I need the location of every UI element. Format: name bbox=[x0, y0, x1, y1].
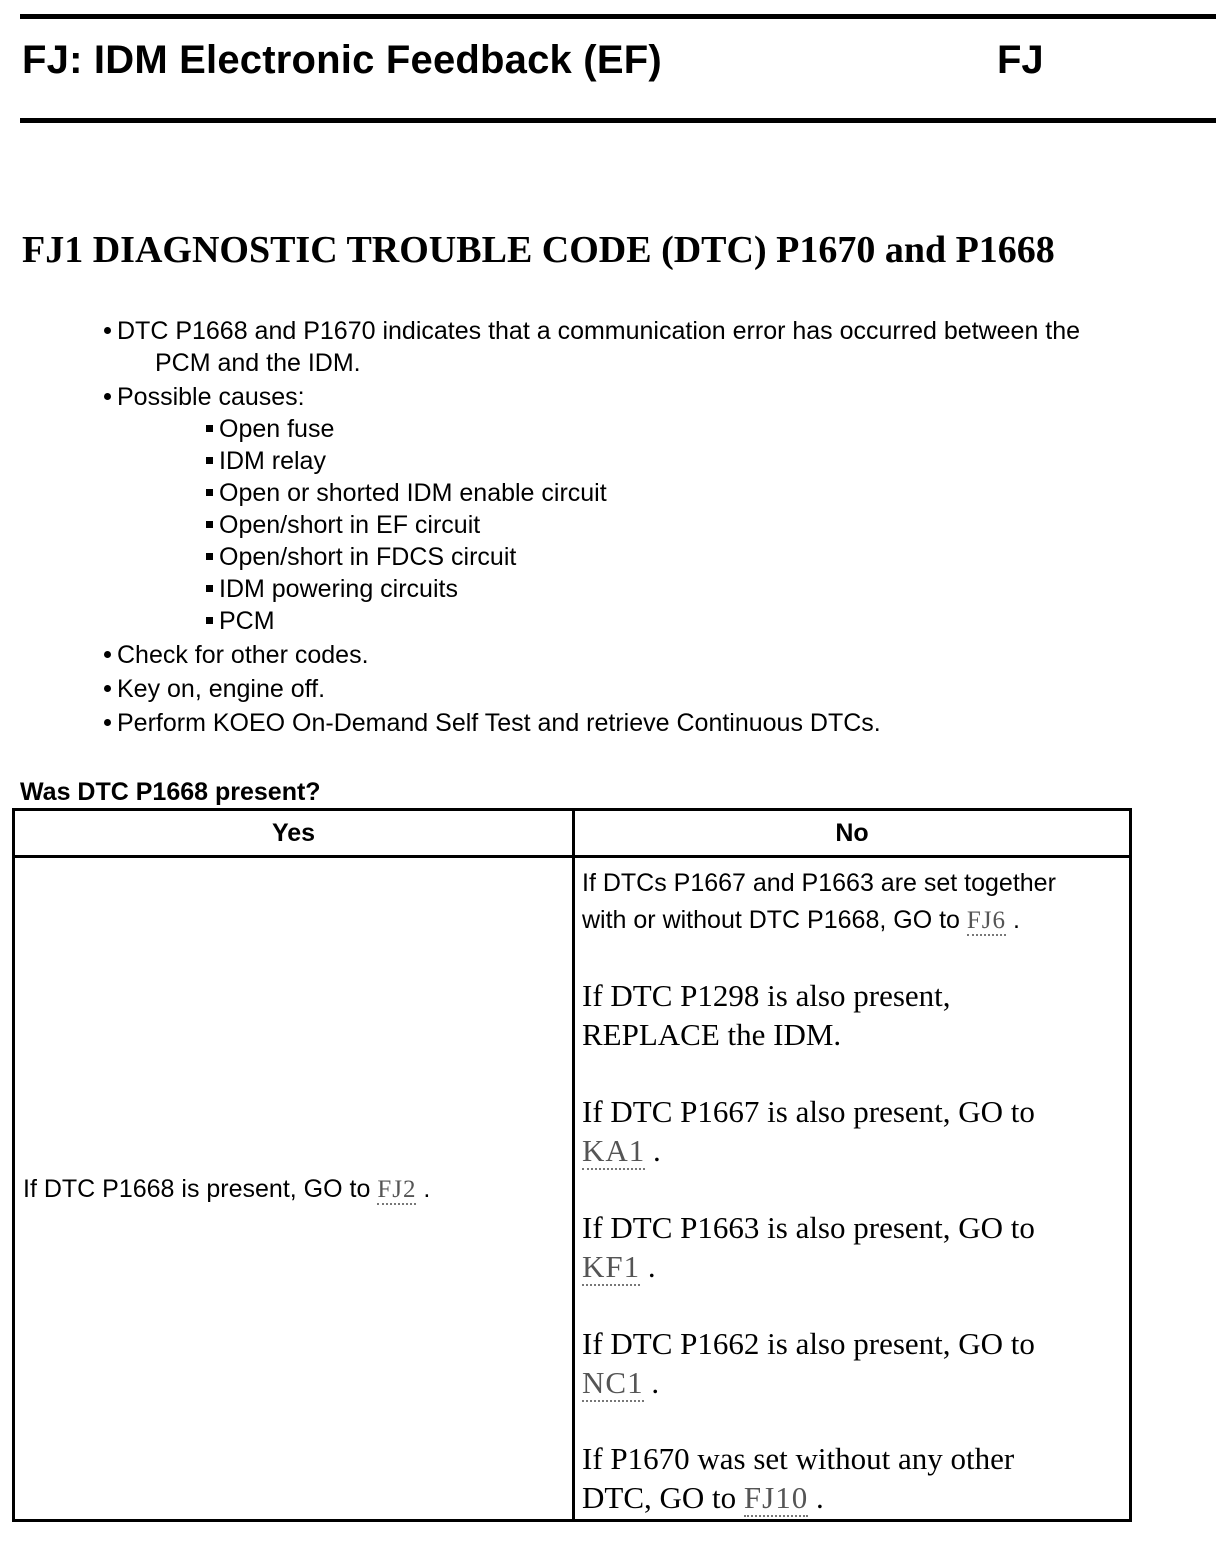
link-ka1[interactable]: KA1 bbox=[582, 1133, 646, 1168]
bullet-dot-icon bbox=[104, 327, 111, 334]
bullet-item: Check for other codes. bbox=[104, 639, 369, 671]
square-bullet-icon bbox=[206, 425, 213, 432]
no-cell-line: If DTC P1663 is also present, GO to bbox=[582, 1210, 1035, 1245]
bullet-item: DTC P1668 and P1670 indicates that a communication error has occurred between the bbox=[104, 315, 1080, 347]
no-cell-line: KA1 . bbox=[582, 1133, 661, 1168]
decision-table bbox=[12, 808, 1132, 1522]
cause-item: IDM powering circuits bbox=[206, 573, 458, 605]
no-cell-line: REPLACE the IDM. bbox=[582, 1017, 842, 1052]
header-bottom-rule bbox=[20, 118, 1216, 123]
decision-question: Was DTC P1668 present? bbox=[20, 778, 321, 806]
bullet-item: Perform KOEO On-Demand Self Test and retrieve Continuous DTCs. bbox=[104, 707, 881, 739]
yes-cell: If DTC P1668 is present, GO to FJ2 . bbox=[23, 1175, 431, 1203]
page-title: FJ: IDM Electronic Feedback (EF) bbox=[22, 38, 662, 82]
cause-item: Open/short in FDCS circuit bbox=[206, 541, 516, 573]
bullet-item: Key on, engine off. bbox=[104, 673, 325, 705]
square-bullet-icon bbox=[206, 521, 213, 528]
cause-item: Open/short in EF circuit bbox=[206, 509, 480, 541]
bullet-item: Possible causes: bbox=[104, 381, 305, 413]
square-bullet-icon bbox=[206, 457, 213, 464]
no-cell-line: If DTC P1667 is also present, GO to bbox=[582, 1094, 1035, 1129]
bullet-dot-icon bbox=[104, 651, 111, 658]
square-bullet-icon bbox=[206, 617, 213, 624]
bullet-dot-icon bbox=[104, 393, 111, 400]
no-cell-line: If DTC P1298 is also present, bbox=[582, 978, 951, 1013]
no-cell-line: with or without DTC P1668, GO to FJ6 . bbox=[582, 906, 1020, 934]
bullet-dot-icon bbox=[104, 685, 111, 692]
square-bullet-icon bbox=[206, 585, 213, 592]
cause-item: IDM relay bbox=[206, 445, 326, 477]
header-top-rule bbox=[20, 14, 1216, 19]
link-kf1[interactable]: KF1 bbox=[582, 1249, 641, 1284]
table-column-divider bbox=[572, 811, 575, 1519]
no-cell-line: NC1 . bbox=[582, 1365, 660, 1400]
no-cell-line: If P1670 was set without any other bbox=[582, 1441, 1015, 1476]
section-heading: FJ1 DIAGNOSTIC TROUBLE CODE (DTC) P1670 and P1668 bbox=[22, 229, 1055, 271]
bullet-dot-icon bbox=[104, 719, 111, 726]
link-fj10[interactable]: FJ10 bbox=[743, 1480, 809, 1515]
cause-item: Open or shorted IDM enable circuit bbox=[206, 477, 607, 509]
bullet-item-continuation: PCM and the IDM. bbox=[155, 349, 361, 377]
link-fj2[interactable]: FJ2 bbox=[377, 1176, 417, 1203]
link-nc1[interactable]: NC1 bbox=[582, 1365, 644, 1400]
yes-column-header: Yes bbox=[271, 819, 316, 847]
link-fj6[interactable]: FJ6 bbox=[966, 907, 1007, 934]
square-bullet-icon bbox=[206, 553, 213, 560]
no-cell-line: If DTC P1662 is also present, GO to bbox=[582, 1326, 1035, 1361]
cause-item: PCM bbox=[206, 605, 275, 637]
no-cell-line: KF1 . bbox=[582, 1249, 656, 1284]
no-cell-line: DTC, GO to FJ10 . bbox=[582, 1480, 824, 1515]
cause-item: Open fuse bbox=[206, 413, 334, 445]
section-code: FJ bbox=[997, 38, 1044, 82]
no-cell-line: If DTCs P1667 and P1663 are set together bbox=[582, 869, 1056, 897]
no-column-header: No bbox=[835, 819, 869, 847]
square-bullet-icon bbox=[206, 489, 213, 496]
table-header-divider bbox=[15, 855, 1129, 858]
